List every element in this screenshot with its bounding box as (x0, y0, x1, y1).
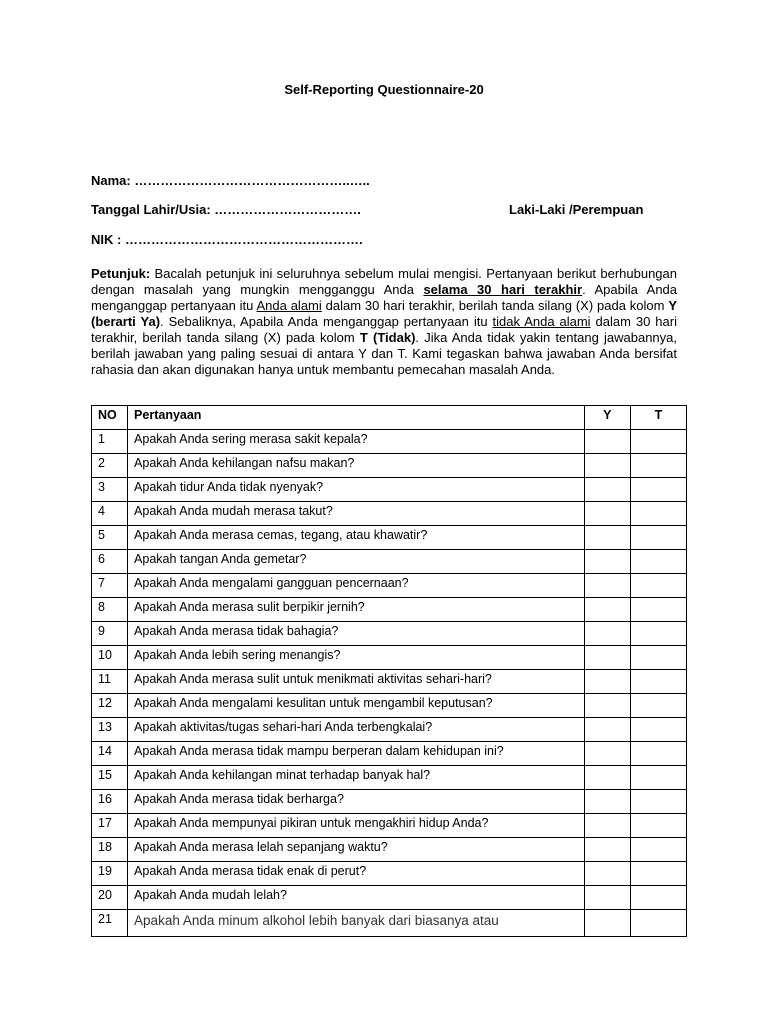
answer-y-cell[interactable] (584, 790, 630, 814)
table-row (92, 526, 687, 550)
questionnaire-table (91, 405, 687, 937)
answer-t-cell[interactable] (630, 646, 686, 670)
answer-t-cell[interactable] (630, 742, 686, 766)
answer-y-cell[interactable] (584, 862, 630, 886)
table-header-row (92, 406, 687, 430)
answer-y-cell[interactable] (584, 526, 630, 550)
table-row (92, 814, 687, 838)
answer-t-cell[interactable] (630, 694, 686, 718)
row-question: Apakah Anda merasa tidak enak di perut? (128, 862, 585, 886)
answer-y-cell[interactable] (584, 430, 630, 454)
instructions-text-2: . Apabila Anda menganggap pertanyaan itu (91, 282, 678, 313)
instructions-text-6: . Jika Anda tidak yakin tentang jawabannya, berilah jawaban yang paling sesuai di antara Y dan T. Kami tegaskan bahwa jawaban Anda bersifat rahasia dan akan digunakan hanya untuk membantu pemecahan masalah Anda. (91, 330, 677, 377)
answer-t-cell[interactable] (630, 670, 686, 694)
answer-t-cell[interactable] (630, 502, 686, 526)
nik-field[interactable]: NIK : ………………………………………………. (91, 232, 363, 247)
answer-y-cell[interactable] (584, 742, 630, 766)
row-question: Apakah Anda merasa lelah sepanjang waktu? (128, 838, 585, 862)
table-row (92, 550, 687, 574)
answer-t-cell[interactable] (630, 766, 686, 790)
row-number: 9 (92, 622, 128, 646)
row-question: Apakah Anda mengalami kesulitan untuk mengambil keputusan? (128, 694, 585, 718)
instructions-bold-t: T (Tidak) (359, 330, 416, 345)
answer-t-cell[interactable] (630, 862, 686, 886)
answer-t-cell[interactable] (630, 886, 686, 910)
instructions-label: Petunjuk: (91, 266, 151, 281)
header-y: Y (584, 406, 630, 430)
row-number: 5 (92, 526, 128, 550)
table-row (92, 838, 687, 862)
header-question: Pertanyaan (128, 406, 585, 430)
answer-t-cell[interactable] (630, 814, 686, 838)
answer-t-cell[interactable] (630, 910, 686, 937)
table-row (92, 454, 687, 478)
row-number: 3 (92, 478, 128, 502)
row-number: 6 (92, 550, 128, 574)
answer-t-cell[interactable] (630, 454, 686, 478)
nama-field[interactable]: Nama: …………………………………………..….. (91, 173, 370, 188)
table-row (92, 790, 687, 814)
table-row (92, 574, 687, 598)
answer-y-cell[interactable] (584, 478, 630, 502)
row-number: 19 (92, 862, 128, 886)
table-row (92, 718, 687, 742)
instructions-bold-y: Y (berarti Ya) (91, 298, 677, 329)
answer-t-cell[interactable] (630, 790, 686, 814)
table-row (92, 646, 687, 670)
answer-t-cell[interactable] (630, 718, 686, 742)
answer-y-cell[interactable] (584, 646, 630, 670)
instructions-text-4: . Sebaliknya, Apabila Anda menganggap pertanyaan itu (160, 314, 493, 329)
table-row (92, 910, 687, 937)
row-number: 16 (92, 790, 128, 814)
row-number: 12 (92, 694, 128, 718)
tanggal-lahir-field[interactable]: Tanggal Lahir/Usia: ……………………………. (91, 202, 361, 217)
row-question: Apakah Anda merasa cemas, tegang, atau khawatir? (128, 526, 585, 550)
row-question: Apakah Anda merasa sulit berpikir jernih? (128, 598, 585, 622)
answer-t-cell[interactable] (630, 430, 686, 454)
answer-y-cell[interactable] (584, 886, 630, 910)
row-number: 1 (92, 430, 128, 454)
instructions-emphasis-30-days: selama 30 hari terakhir (423, 282, 583, 297)
row-question: Apakah Anda mudah lelah? (128, 886, 585, 910)
answer-y-cell[interactable] (584, 574, 630, 598)
row-number: 21 (92, 910, 128, 937)
row-question: Apakah Anda mempunyai pikiran untuk mengakhiri hidup Anda? (128, 814, 585, 838)
instructions-text-5: dalam 30 hari terakhir, berilah tanda silang (X) pada kolom (91, 314, 677, 345)
row-number: 10 (92, 646, 128, 670)
row-number: 7 (92, 574, 128, 598)
row-number: 8 (92, 598, 128, 622)
table-row (92, 622, 687, 646)
row-question: Apakah Anda lebih sering menangis? (128, 646, 585, 670)
row-number: 18 (92, 838, 128, 862)
table-row (92, 670, 687, 694)
table-row (92, 742, 687, 766)
row-number: 13 (92, 718, 128, 742)
row-question: Apakah Anda merasa sulit untuk menikmati aktivitas sehari-hari? (128, 670, 585, 694)
table-row (92, 502, 687, 526)
row-question: Apakah Anda kehilangan minat terhadap banyak hal? (128, 766, 585, 790)
answer-t-cell[interactable] (630, 622, 686, 646)
answer-y-cell[interactable] (584, 814, 630, 838)
instructions-underline-tidak: tidak Anda alami (492, 314, 591, 329)
table-row (92, 766, 687, 790)
row-question: Apakah tidur Anda tidak nyenyak? (128, 478, 585, 502)
header-t: T (630, 406, 686, 430)
answer-t-cell[interactable] (630, 598, 686, 622)
row-number: 14 (92, 742, 128, 766)
row-number: 15 (92, 766, 128, 790)
table-row (92, 862, 687, 886)
row-number: 17 (92, 814, 128, 838)
answer-t-cell[interactable] (630, 526, 686, 550)
row-number: 20 (92, 886, 128, 910)
instructions-text-3: dalam 30 hari terakhir, berilah tanda silang (X) pada kolom (321, 298, 669, 313)
row-question: Apakah Anda minum alkohol lebih banyak dari biasanya atau (128, 910, 585, 937)
answer-y-cell[interactable] (584, 910, 630, 937)
table-row (92, 430, 687, 454)
table-row (92, 478, 687, 502)
row-question: Apakah Anda sering merasa sakit kepala? (128, 430, 585, 454)
answer-y-cell[interactable] (584, 718, 630, 742)
instructions-text-1: Bacalah petunjuk ini seluruhnya sebelum mulai mengisi. Pertanyaan berikut berhubungan dengan masalah yang mungkin mengganggu Anda (91, 266, 677, 297)
answer-y-cell[interactable] (584, 550, 630, 574)
header-no: NO (92, 406, 128, 430)
instructions-underline-anda-alami: Anda alami (256, 298, 322, 313)
row-question: Apakah Anda merasa tidak bahagia? (128, 622, 585, 646)
answer-y-cell[interactable] (584, 502, 630, 526)
row-question: Apakah Anda merasa tidak berharga? (128, 790, 585, 814)
row-number: 11 (92, 670, 128, 694)
row-question: Apakah Anda merasa tidak mampu berperan dalam kehidupan ini? (128, 742, 585, 766)
answer-t-cell[interactable] (630, 550, 686, 574)
answer-t-cell[interactable] (630, 838, 686, 862)
row-question: Apakah Anda mengalami gangguan pencernaan? (128, 574, 585, 598)
answer-y-cell[interactable] (584, 694, 630, 718)
row-question: Apakah Anda mudah merasa takut? (128, 502, 585, 526)
gender-field[interactable]: Laki-Laki /Perempuan (509, 202, 644, 217)
answer-y-cell[interactable] (584, 622, 630, 646)
answer-y-cell[interactable] (584, 838, 630, 862)
answer-y-cell[interactable] (584, 766, 630, 790)
answer-y-cell[interactable] (584, 454, 630, 478)
table-row (92, 598, 687, 622)
row-question: Apakah Anda kehilangan nafsu makan? (128, 454, 585, 478)
page-title: Self-Reporting Questionnaire-20 (284, 82, 484, 97)
row-number: 2 (92, 454, 128, 478)
table-row (92, 886, 687, 910)
table-row (92, 694, 687, 718)
answer-y-cell[interactable] (584, 670, 630, 694)
answer-t-cell[interactable] (630, 478, 686, 502)
row-question: Apakah tangan Anda gemetar? (128, 550, 585, 574)
instructions (91, 266, 677, 378)
answer-y-cell[interactable] (584, 598, 630, 622)
row-question: Apakah aktivitas/tugas sehari-hari Anda terbengkalai? (128, 718, 585, 742)
row-number: 4 (92, 502, 128, 526)
answer-t-cell[interactable] (630, 574, 686, 598)
